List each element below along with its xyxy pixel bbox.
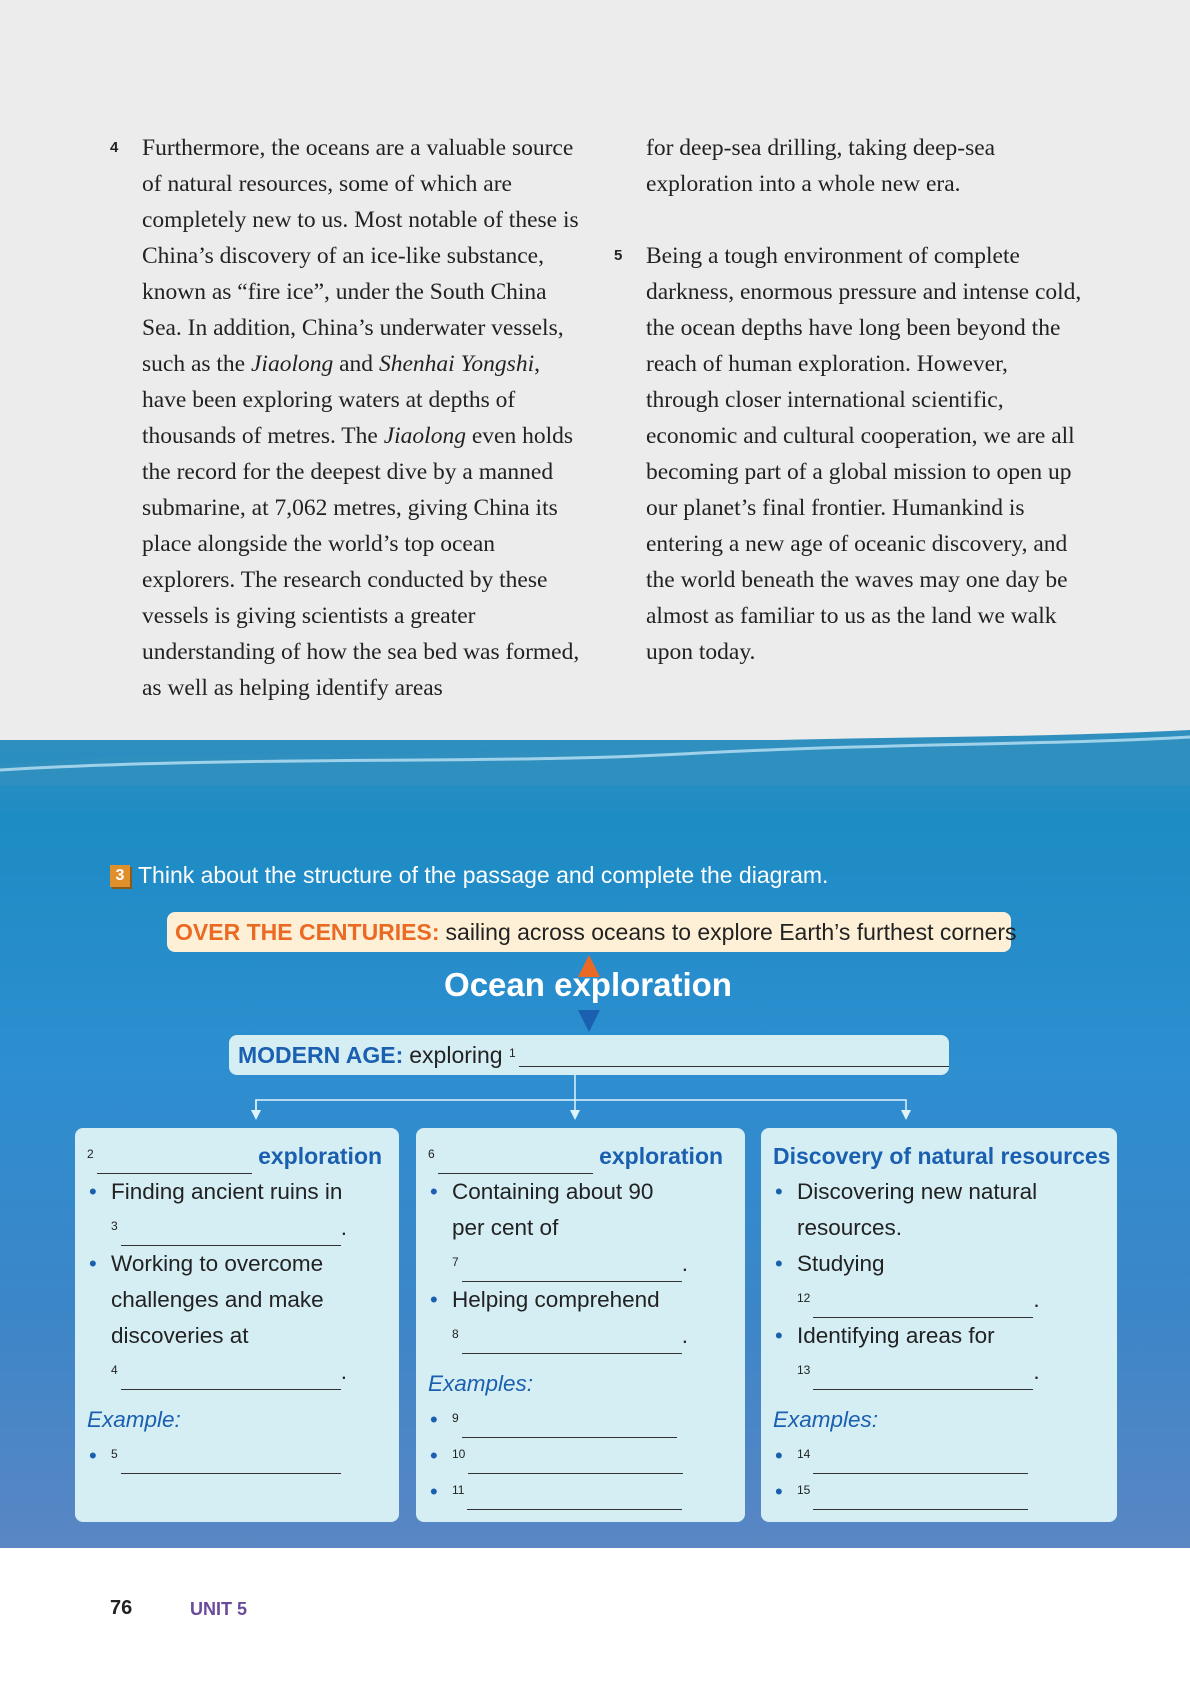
blank-number: 14	[797, 1447, 811, 1461]
bullet-item: • Finding ancient ruins in	[87, 1174, 387, 1210]
bullet-item: • Discovering new natural resources.	[773, 1174, 1043, 1246]
blank-number: 5	[111, 1447, 118, 1461]
blank-number: 3	[111, 1219, 118, 1233]
page-number: 76	[110, 1597, 133, 1619]
task-number: 3	[110, 865, 130, 887]
box-heading: Discovery of natural resources	[773, 1143, 1111, 1169]
paragraph-number: 4	[110, 139, 119, 156]
blank-number: 7	[452, 1255, 459, 1269]
blank-15[interactable]	[813, 1486, 1028, 1510]
blank-number: 11	[452, 1483, 465, 1497]
blank-number: 15	[797, 1483, 811, 1497]
blank-9[interactable]	[462, 1414, 677, 1438]
text: Jiaolong	[383, 423, 466, 449]
diagram-box-3: Discovery of natural resources • Discovering new natural resources. • Studying $^{12}$ . • Identifying areas for $^{13}$ . Examples: • $^{14}$ • $^{15}$	[761, 1128, 1117, 1522]
blank-number: 12	[797, 1291, 811, 1305]
diagram-title: Ocean exploration	[444, 966, 732, 1003]
instruction-text: Think about the structure of the passage and complete the diagram.	[138, 862, 829, 888]
blank-2[interactable]	[97, 1150, 252, 1174]
text: Jiaolong	[251, 351, 334, 377]
blank-number: 13	[797, 1363, 811, 1377]
blank-number: 6	[428, 1147, 435, 1161]
blank-6[interactable]	[438, 1150, 593, 1174]
unit-label: UNIT 5	[190, 1599, 248, 1619]
box-heading: exploration	[599, 1143, 724, 1169]
blank-4[interactable]	[121, 1366, 341, 1390]
blank-11[interactable]	[467, 1486, 682, 1510]
text: and	[333, 351, 379, 377]
blank-10[interactable]	[468, 1450, 683, 1474]
examples-label: Examples:	[773, 1407, 879, 1432]
paragraph-4-continued: for deep-sea drilling, taking deep-sea exploration into a whole new era.	[646, 135, 996, 197]
text: Being a tough environment of complete darkness, enormous pressure and intense cold, the ocean depths have long been beyond the reach of human exploration. However, through closer international scientific, economic and cultural cooperation, we are all becoming part of a global mission to open up our planet’s final frontier. Humankind is entering a new age of oceanic discovery, and the world beneath the waves may one day be almost as familiar to us as the land we walk upon today.	[646, 243, 1082, 665]
bullet-item: • Working to overcome challenges and make discoveries at	[87, 1246, 327, 1354]
paragraph-number: 5	[614, 247, 623, 264]
text: exploring	[409, 1041, 503, 1068]
blank-number: 8	[452, 1327, 459, 1341]
label: OVER THE CENTURIES:	[175, 918, 440, 945]
bullet-item: • Identifying areas for	[773, 1318, 1105, 1354]
example-label: Example:	[87, 1407, 181, 1432]
bullet-item: • Containing about 90 per cent of	[428, 1174, 658, 1246]
diagram-box-1: $^2$ exploration • Finding ancient ruins in $^3$ . • Working to overcome challenges and make discoveries at $^4$ . Example: • $^5$	[75, 1128, 399, 1522]
diagram-box-2: $^6$ exploration • Containing about 90 per cent of $^7$ . • Helping comprehend $^8$ . Examples: • $^9$ • $^{10}$ • $^{11}$	[416, 1128, 745, 1522]
blank-12[interactable]	[813, 1294, 1033, 1318]
blank-14[interactable]	[813, 1450, 1028, 1474]
label: MODERN AGE:	[238, 1041, 404, 1068]
blank-3[interactable]	[121, 1222, 341, 1246]
blank-number: 9	[452, 1411, 459, 1425]
blank-number: 10	[452, 1447, 466, 1461]
blank-number: 2	[87, 1147, 94, 1161]
blank-7[interactable]	[462, 1258, 682, 1282]
box-heading: exploration	[258, 1143, 383, 1169]
examples-label: Examples:	[428, 1371, 534, 1396]
text: even holds the record for the deepest dive by a manned submarine, at 7,062 metres, giving China its place alongside the world’s top ocean explorers. The research conducted by these vessels is giving scientists a greater understanding of how the sea bed was formed, as well as helping identify areas	[142, 423, 580, 701]
blank-13[interactable]	[813, 1366, 1033, 1390]
blank-8[interactable]	[462, 1330, 682, 1354]
text: sailing across oceans to explore Earth’s furthest corners	[445, 918, 1017, 945]
blank-5[interactable]	[121, 1450, 341, 1474]
text: , have been exploring waters at depths of thousands of metres. The	[142, 351, 540, 449]
text: Shenhai Yongshi	[378, 351, 535, 377]
bullet-item: • Studying	[773, 1246, 1105, 1282]
bullet-item: • Helping comprehend	[428, 1282, 733, 1318]
blank-number: 1	[509, 1046, 516, 1060]
page-footer	[0, 1548, 1190, 1683]
blank-number: 4	[111, 1363, 118, 1377]
text: Furthermore, the oceans are a valuable source of natural resources, some of which are completely new to us. Most notable of these is China’s discovery of an ice-like substance, known as “fire ice”, under the South China Sea. In addition, China’s underwater vessels, such as the	[142, 135, 579, 377]
